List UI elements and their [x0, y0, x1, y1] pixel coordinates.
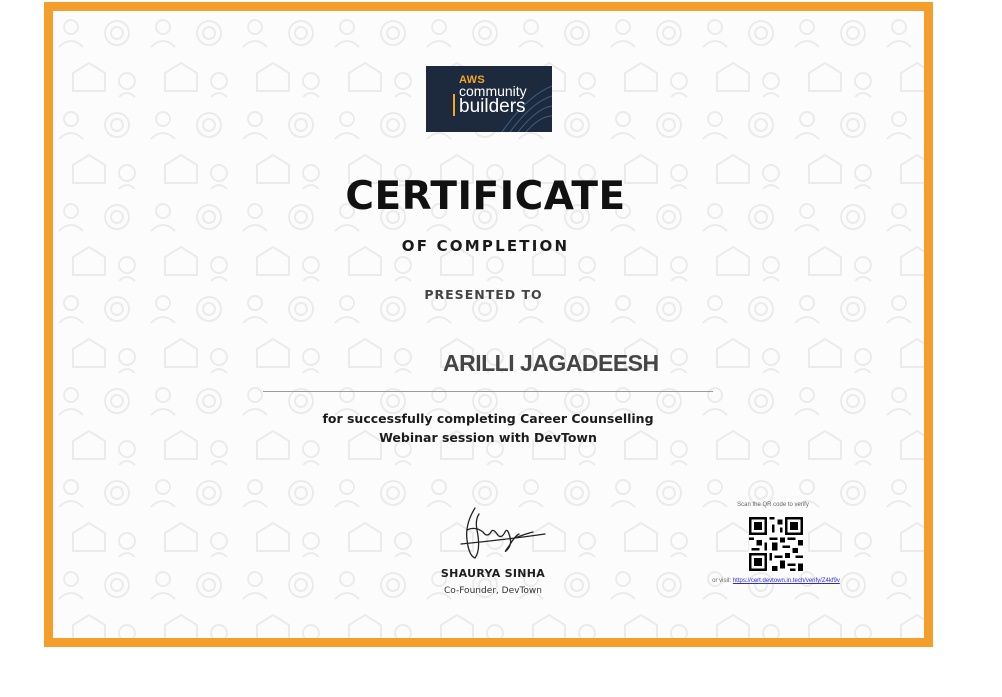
qr-caption: Scan the QR code to verify	[737, 502, 809, 508]
presented-to-label: PRESENTED TO	[424, 287, 543, 302]
logo-community-text: community	[459, 83, 527, 99]
logo-builders-text: builders	[459, 96, 526, 117]
signatory-title: Co-Founder, DevTown	[444, 586, 542, 596]
certificate-subtitle: OF COMPLETION	[401, 237, 570, 255]
certificate-frame	[44, 2, 933, 647]
visit-prefix: or visit:	[712, 578, 733, 584]
description-line-1: for successfully completing Career Counselling	[322, 411, 654, 426]
name-underline	[263, 391, 713, 392]
logo-aws-text: AWS	[459, 74, 485, 86]
completion-description	[283, 409, 693, 447]
logo-accent-bar	[453, 94, 455, 116]
verify-url-link[interactable]: https://cert.devtown.in.tech/verify/Z4kf9v	[732, 578, 840, 584]
signature-image	[453, 500, 553, 564]
description-line-2: Webinar session with DevTown	[379, 430, 597, 445]
certificate-title: CERTIFICATE	[345, 174, 626, 219]
verify-link-line	[653, 578, 899, 584]
recipient-name: ARILLI JAGADEESH	[443, 350, 659, 376]
verification-qr-code[interactable]	[749, 517, 803, 571]
aws-community-builders-logo	[426, 66, 552, 132]
signatory-name: SHAURYA SINHA	[440, 567, 546, 580]
